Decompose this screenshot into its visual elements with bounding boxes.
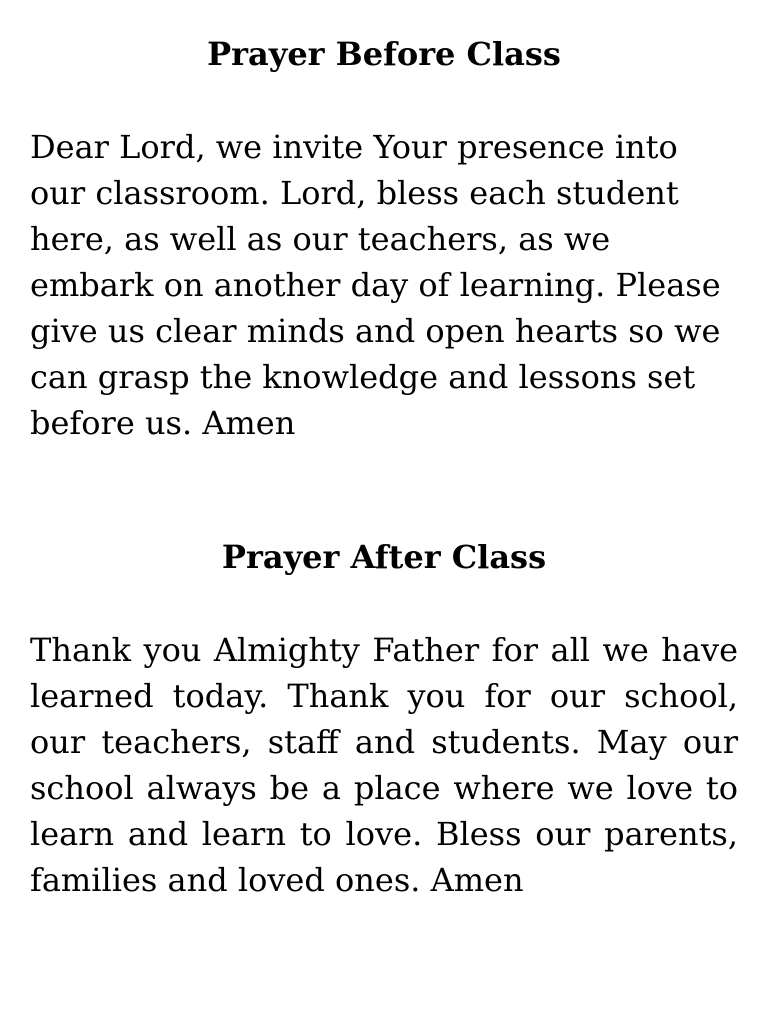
prayer-after-class-text: Thank you Almighty Father for all we have learned today. Thank you for our school, our teachers, staff and students. May our school always be a place where we love to learn and learn to love. Bless our parents, families and loved ones. Amen — [30, 631, 738, 899]
prayer-before-class-text: Dear Lord, we invite Your presence into our classroom. Lord, bless each student here, as well as our teachers, as we embark on another day of learning. Please give us clear minds and open hearts so we can grasp the knowledge and lessons set before us. Amen — [30, 128, 721, 442]
prayer-before-class-title: Prayer Before Class — [207, 35, 561, 73]
prayer-after-class-title: Prayer After Class — [221, 538, 547, 576]
